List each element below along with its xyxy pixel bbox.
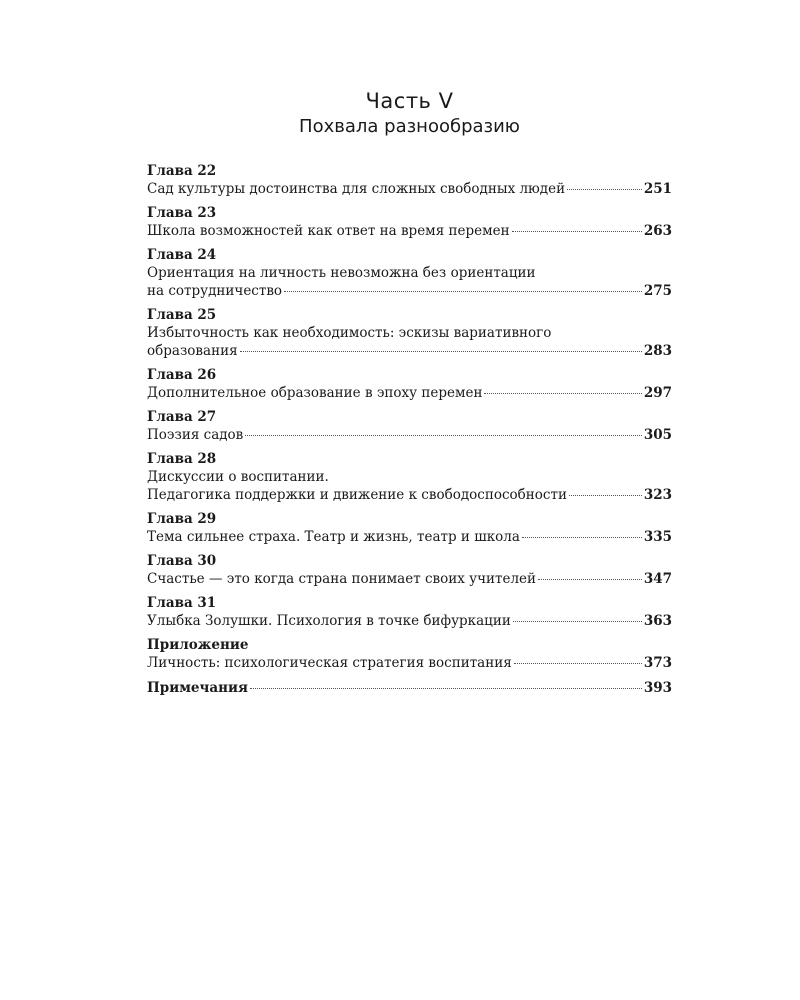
chapter-label: Глава 27 xyxy=(147,409,217,425)
toc-entry[interactable] xyxy=(147,205,672,240)
chapter-title-line: Дополнительное образование в эпоху перемен xyxy=(147,385,483,401)
toc-entry[interactable] xyxy=(147,451,672,504)
part-subtitle: Похвала разнообразию xyxy=(299,116,520,137)
chapter-title-line: Избыточность как необходимость: эскизы вариативного xyxy=(147,325,552,341)
page-number: 283 xyxy=(643,343,672,359)
dot-leader xyxy=(513,621,642,622)
chapter-title-line: Педагогика поддержки и движение к свободоспособности xyxy=(147,487,567,503)
chapter-label: Глава 23 xyxy=(147,205,217,221)
page-number: 297 xyxy=(643,385,672,401)
toc-entry[interactable] xyxy=(147,409,672,444)
dot-leader xyxy=(240,351,642,352)
chapter-title-line: Дискуссии о воспитании. xyxy=(147,469,329,485)
toc-entry[interactable] xyxy=(147,511,672,546)
chapter-label: Глава 22 xyxy=(147,163,217,179)
chapter-title-line: Ориентация на личность невозможна без ориентации xyxy=(147,265,536,281)
dot-leader xyxy=(250,688,642,689)
chapter-title-line: Сад культуры достоинства для сложных свободных людей xyxy=(147,181,566,197)
toc-entry[interactable] xyxy=(147,553,672,588)
dot-leader xyxy=(567,189,642,190)
chapter-title-line: Поэзия садов xyxy=(147,427,244,443)
dot-leader xyxy=(538,579,642,580)
notes-label: Примечания xyxy=(147,680,249,696)
chapter-label: Глава 26 xyxy=(147,367,217,383)
dot-leader xyxy=(484,393,641,394)
chapter-title-line: Улыбка Золушки. Психология в точке бифуркации xyxy=(147,613,511,629)
page-number: 373 xyxy=(643,655,672,671)
page-number: 323 xyxy=(643,487,672,503)
chapter-title-line: Школа возможностей как ответ на время перемен xyxy=(147,223,510,239)
chapter-title-line: Личность: психологическая стратегия воспитания xyxy=(147,655,512,671)
page-number: 347 xyxy=(643,571,672,587)
page-number: 363 xyxy=(643,613,672,629)
toc-entry-notes[interactable] xyxy=(147,679,672,697)
chapter-label: Глава 29 xyxy=(147,511,217,527)
chapter-title-line: образования xyxy=(147,343,238,359)
dot-leader xyxy=(284,291,642,292)
toc-entry[interactable] xyxy=(147,637,672,672)
page-number: 335 xyxy=(643,529,672,545)
page-number: 393 xyxy=(643,680,672,696)
chapter-title-line: Тема сильнее страха. Театр и жизнь, театр и школа xyxy=(147,529,520,545)
chapter-label: Глава 24 xyxy=(147,247,217,263)
dot-leader xyxy=(522,537,642,538)
chapter-title-line: на сотрудничество xyxy=(147,283,283,299)
dot-leader xyxy=(569,495,642,496)
dot-leader xyxy=(512,231,642,232)
table-of-contents xyxy=(147,163,672,697)
page-number: 275 xyxy=(643,283,672,299)
chapter-label: Глава 30 xyxy=(147,553,217,569)
chapter-label: Глава 31 xyxy=(147,595,217,611)
toc-entry[interactable] xyxy=(147,595,672,630)
chapter-label: Глава 25 xyxy=(147,307,217,323)
toc-entry[interactable] xyxy=(147,247,672,300)
toc-entry[interactable] xyxy=(147,367,672,402)
page-number: 251 xyxy=(643,181,672,197)
part-title: Часть V xyxy=(365,89,454,113)
toc-entry[interactable] xyxy=(147,163,672,198)
chapter-label: Глава 28 xyxy=(147,451,217,467)
dot-leader xyxy=(514,663,642,664)
dot-leader xyxy=(245,435,642,436)
toc-page xyxy=(147,88,672,704)
page-number: 305 xyxy=(643,427,672,443)
chapter-title-line: Счастье — это когда страна понимает своих учителей xyxy=(147,571,537,587)
toc-entry[interactable] xyxy=(147,307,672,360)
chapter-label: Приложение xyxy=(147,637,249,653)
page-number: 263 xyxy=(643,223,672,239)
